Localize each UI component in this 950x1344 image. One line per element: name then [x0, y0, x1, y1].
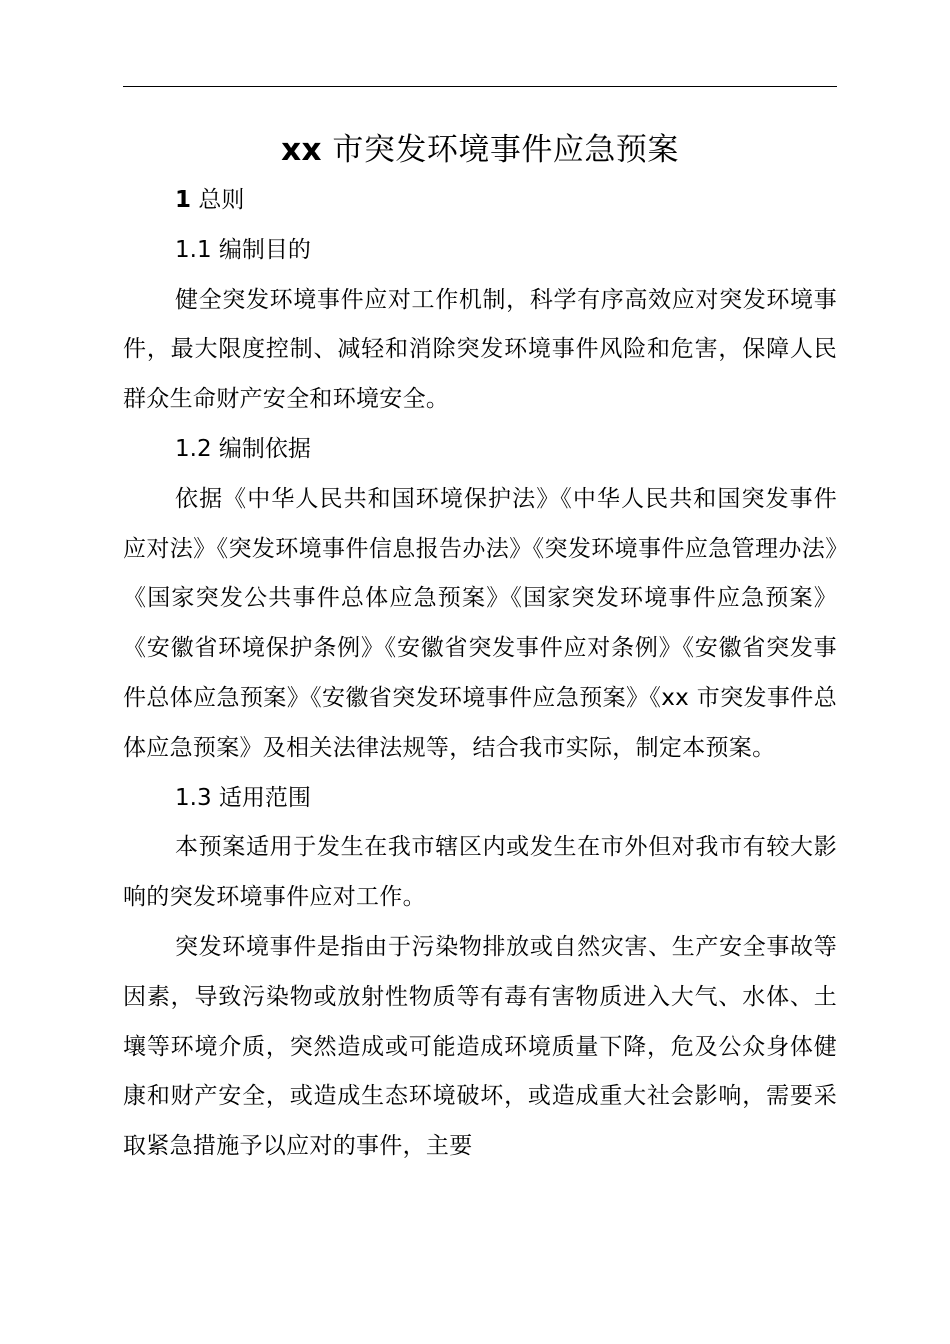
section-1-3-paragraph-2: 突发环境事件是指由于污染物排放或自然灾害、生产安全事故等因素，导致污染物或放射性物质等有毒有害物质进入大气、水体、土壤等环境介质，突然造成或可能造成环境质量下降，危及公众身体健康和财产安全，或造成生态环境破坏，或造成重大社会影响，需要采取紧急措施予以应对的事件，主要 — [123, 933, 837, 1160]
section-1-2-heading: 1.2 编制依据 — [175, 435, 311, 462]
document-title — [123, 124, 837, 176]
document-body — [123, 124, 837, 1172]
section-1-1-paragraph: 健全突发环境事件应对工作机制，科学有序高效应对突发环境事件，最大限度控制、减轻和消除突发环境事件风险和危害，保障人民群众生命财产安全和环境安全。 — [123, 286, 837, 413]
section-1-number: 1 — [175, 187, 192, 213]
title-text: 市突发环境事件应急预案 — [322, 132, 679, 168]
section-1-heading — [123, 176, 837, 226]
title-prefix: xx — [281, 132, 323, 168]
section-1-3-paragraph-1: 本预案适用于发生在我市辖区内或发生在市外但对我市有较大影响的突发环境事件应对工作。 — [123, 834, 837, 911]
section-1-2-paragraph: 依据《中华人民共和国环境保护法》《中华人民共和国突发事件应对法》《突发环境事件信息报告办法》《突发环境事件应急管理办法》《国家突发公共事件总体应急预案》《国家突发环境事件应急预案》《安徽省环境保护条例》《安徽省突发事件应对条例》《安徽省突发事件总体应急预案》《安徽省突发环境事件应急预案》《xx 市突发事件总体应急预案》及相关法律法规等，结合我市实际，制定本预案。 — [123, 485, 837, 761]
section-1-3-heading: 1.3 适用范围 — [175, 784, 311, 811]
section-1-title: 总则 — [191, 187, 245, 213]
header-rule — [123, 86, 837, 87]
section-1-1-heading: 1.1 编制目的 — [175, 236, 311, 263]
